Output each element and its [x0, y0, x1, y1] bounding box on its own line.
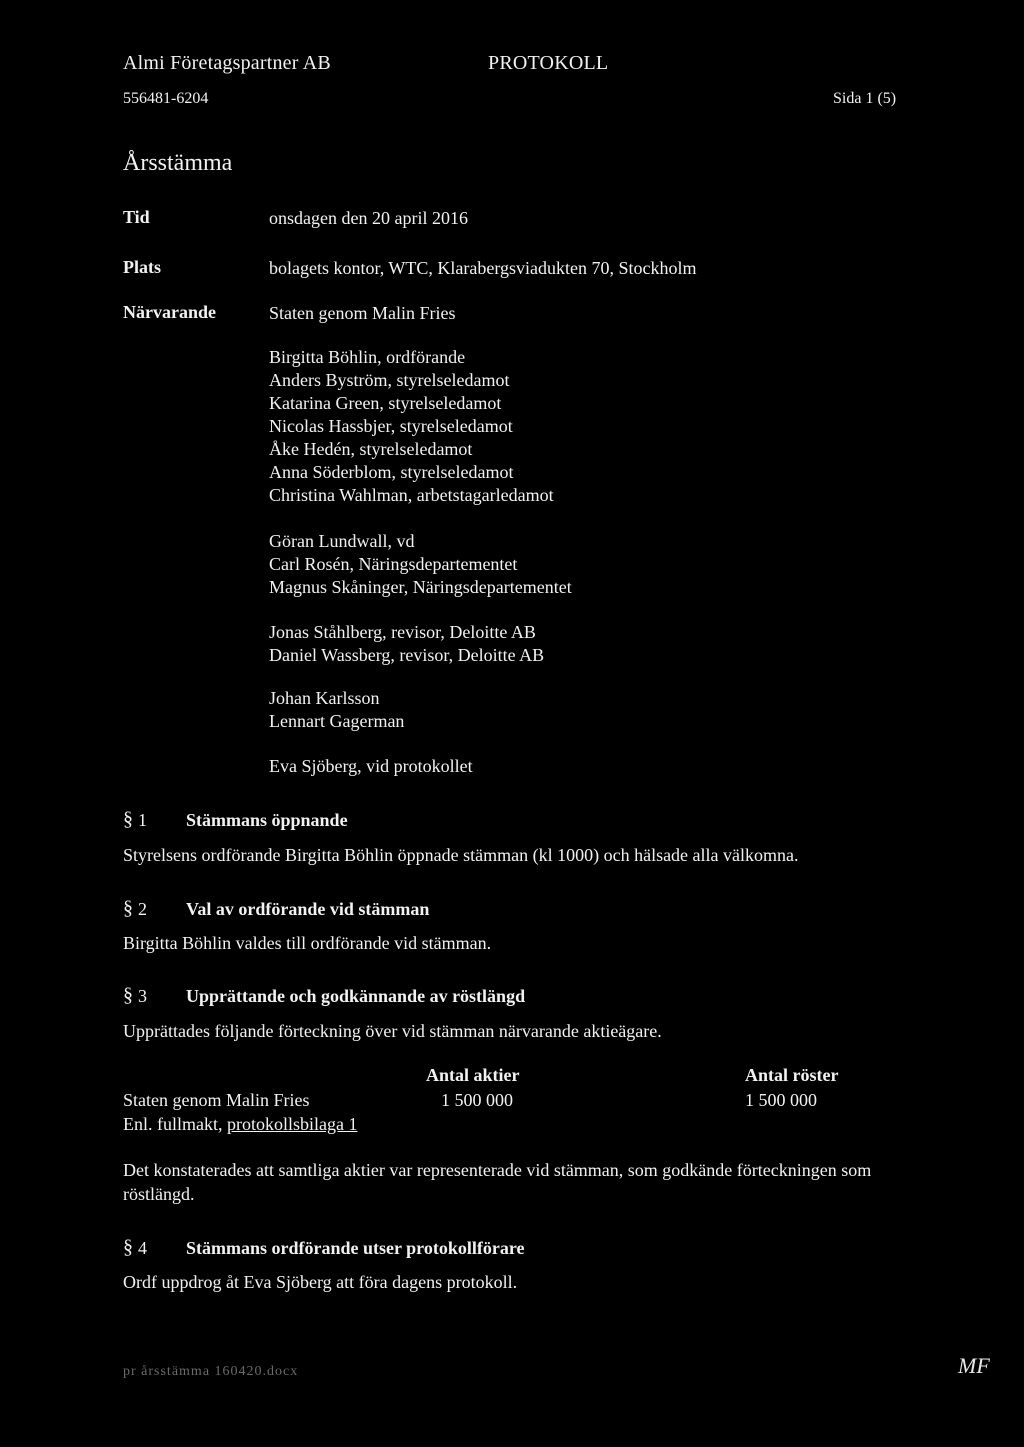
shareholder-votes: 1 500 000 — [745, 1090, 817, 1110]
attendee: Göran Lundwall, vd — [269, 531, 415, 551]
section-text: Styrelsens ordförande Birgitta Böhlin öppnade stämman (kl 1000) och hälsade alla välkomna. — [123, 845, 799, 865]
plats-label: Plats — [123, 257, 161, 277]
section-symbol: § — [123, 897, 133, 919]
attendee: Carl Rosén, Näringsdepartementet — [269, 554, 518, 574]
attendee: Katarina Green, styrelseledamot — [269, 393, 502, 413]
section-text: Birgitta Böhlin valdes till ordförande vid stämman. — [123, 933, 492, 953]
attendee: Johan Karlsson — [269, 688, 380, 708]
footer-filename: pr årsstämma 160420.docx — [123, 1364, 299, 1379]
section-symbol: § — [123, 808, 133, 830]
shareholder-name: Staten genom Malin Fries — [123, 1090, 310, 1110]
section-heading: Val av ordförande vid stämman — [186, 899, 430, 919]
attendee: Lennart Gagerman — [269, 711, 405, 731]
attendee: Jonas Ståhlberg, revisor, Deloitte AB — [269, 622, 536, 642]
attendee: Anna Söderblom, styrelseledamot — [269, 462, 514, 482]
section-heading: Upprättande och godkännande av röstlängd — [186, 986, 526, 1006]
section-number: 2 — [138, 899, 147, 919]
document-type: PROTOKOLL — [488, 52, 609, 74]
page-number: Sida 1 (5) — [833, 90, 897, 107]
section-text: Upprättades följande förteckning över vid stämman närvarande aktieägare. — [123, 1021, 662, 1041]
section-symbol: § — [123, 1236, 133, 1258]
tid-value: onsdagen den 20 april 2016 — [269, 208, 468, 228]
section-number: 4 — [138, 1238, 147, 1258]
org-number: 556481-6204 — [123, 90, 209, 107]
attendee: Daniel Wassberg, revisor, Deloitte AB — [269, 645, 545, 665]
attendee: Magnus Skåninger, Näringsdepartementet — [269, 577, 572, 597]
company-name: Almi Företagspartner AB — [123, 52, 331, 74]
section-heading: Stämmans ordförande utser protokollförare — [186, 1238, 525, 1258]
attendees-board — [269, 346, 554, 507]
attendees-others — [269, 687, 404, 733]
attendee: Birgitta Böhlin, ordförande — [269, 347, 466, 367]
plats-value: bolagets kontor, WTC, Klarabergsviadukten 70, Stockholm — [269, 258, 697, 278]
tid-label: Tid — [123, 207, 150, 227]
attendee: Christina Wahlman, arbetstagarledamot — [269, 485, 554, 505]
shareholder-shares: 1 500 000 — [441, 1090, 513, 1110]
column-header-votes: Antal röster — [745, 1065, 839, 1085]
narvarande-label: Närvarande — [123, 302, 216, 322]
attendees-secretary — [269, 755, 473, 778]
attachment-link[interactable]: protokollsbilaga 1 — [226, 1114, 358, 1134]
section-number: 3 — [138, 986, 147, 1006]
section-text: Ordf uppdrog åt Eva Sjöberg att föra dagens protokoll. — [123, 1272, 518, 1292]
attendee: Anders Byström, styrelseledamot — [269, 370, 510, 390]
note-prefix: Enl. fullmakt, — [123, 1114, 227, 1134]
section-number: 1 — [138, 810, 147, 830]
section-text-2: Det konstaterades att samtliga aktier var representerade vid stämman, som godkände förteckningen som röstlängd. — [123, 1160, 872, 1204]
column-header-shares: Antal aktier — [426, 1065, 520, 1085]
attendee: Eva Sjöberg, vid protokollet — [269, 756, 473, 776]
section-symbol: § — [123, 984, 133, 1006]
shareholder-note — [123, 1113, 357, 1136]
narvarande-first: Staten genom Malin Fries — [269, 303, 456, 323]
attendees-management — [269, 530, 572, 599]
attendee: Nicolas Hassbjer, styrelseledamot — [269, 416, 513, 436]
initials-signature: MF — [958, 1353, 990, 1378]
document-title: Årsstämma — [123, 150, 233, 176]
attendee: Åke Hedén, styrelseledamot — [269, 439, 473, 459]
attendees-auditors — [269, 621, 544, 667]
section-heading: Stämmans öppnande — [186, 810, 348, 830]
